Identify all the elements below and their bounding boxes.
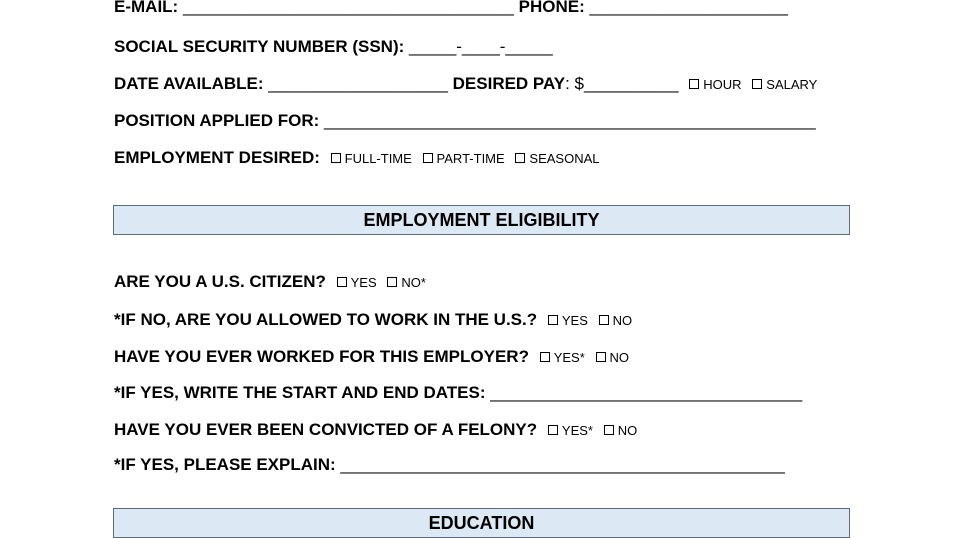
allowed-yes-checkbox[interactable]: [548, 315, 558, 325]
phone-field[interactable]: _____________________: [589, 0, 789, 16]
full-time-label: FULL-TIME: [344, 151, 412, 166]
employment-desired-label: EMPLOYMENT DESIRED:: [114, 148, 320, 167]
citizen-yes-label: YES: [350, 275, 377, 290]
citizen-yes-checkbox[interactable]: [337, 277, 347, 287]
ssn-label: SOCIAL SECURITY NUMBER (SSN):: [114, 37, 405, 56]
salary-checkbox[interactable]: [752, 79, 762, 89]
hour-label: HOUR: [703, 77, 742, 92]
felony-row: [114, 420, 637, 441]
felony-no-checkbox[interactable]: [604, 425, 614, 435]
position-row: [114, 111, 816, 131]
allowed-question: *IF NO, ARE YOU ALLOWED TO WORK IN THE U.S.?: [114, 310, 538, 329]
felony-yes-label: YES*: [561, 423, 593, 438]
felony-yes-checkbox[interactable]: [548, 425, 558, 435]
desired-pay-prefix: : $: [565, 74, 584, 93]
availability-row: [114, 74, 817, 95]
felony-question: HAVE YOU EVER BEEN CONVICTED OF A FELONY?: [114, 420, 538, 439]
date-available-field[interactable]: ___________________: [268, 74, 448, 93]
salary-label: SALARY: [766, 77, 818, 92]
eligibility-section-header: EMPLOYMENT ELIGIBILITY: [113, 205, 850, 235]
full-time-checkbox[interactable]: [331, 153, 341, 163]
part-time-checkbox[interactable]: [423, 153, 433, 163]
dates-row: [114, 383, 802, 403]
email-field[interactable]: ___________________________________: [182, 0, 514, 16]
position-field[interactable]: ____________________________________________________: [324, 111, 816, 130]
education-section-header: EDUCATION: [113, 508, 850, 538]
hour-checkbox[interactable]: [689, 79, 699, 89]
worked-yes-label: YES*: [553, 350, 585, 365]
part-time-label: PART-TIME: [436, 151, 505, 166]
explain-field[interactable]: _______________________________________________: [340, 455, 785, 474]
worked-no-label: NO: [609, 350, 630, 365]
allowed-yes-label: YES: [561, 313, 588, 328]
worked-question: HAVE YOU EVER WORKED FOR THIS EMPLOYER?: [114, 347, 529, 366]
seasonal-label: SEASONAL: [529, 151, 600, 166]
allowed-no-label: NO: [612, 313, 633, 328]
dates-field[interactable]: _________________________________: [490, 383, 803, 402]
explain-row: [114, 455, 785, 475]
ssn-field[interactable]: _____-____-_____: [409, 37, 553, 56]
worked-no-checkbox[interactable]: [596, 352, 606, 362]
worked-yes-checkbox[interactable]: [540, 352, 550, 362]
citizen-no-checkbox[interactable]: [387, 277, 397, 287]
seasonal-checkbox[interactable]: [515, 153, 525, 163]
phone-label: PHONE:: [518, 0, 585, 16]
allowed-row: [114, 310, 632, 331]
dates-label: *IF YES, WRITE THE START AND END DATES:: [114, 383, 486, 402]
explain-label: *IF YES, PLEASE EXPLAIN:: [114, 455, 336, 474]
worked-row: [114, 347, 629, 368]
date-available-label: DATE AVAILABLE:: [114, 74, 264, 93]
contact-row: [114, 0, 788, 17]
desired-pay-label: DESIRED PAY: [452, 74, 566, 93]
desired-pay-field[interactable]: __________: [583, 74, 679, 93]
email-label: E-MAIL:: [114, 0, 179, 16]
citizen-no-label: NO*: [401, 275, 426, 290]
citizen-row: [114, 272, 426, 293]
citizen-question: ARE YOU A U.S. CITIZEN?: [114, 272, 326, 291]
ssn-row: [114, 37, 553, 57]
position-label: POSITION APPLIED FOR:: [114, 111, 320, 130]
employment-desired-row: [114, 148, 600, 169]
felony-no-label: NO: [617, 423, 638, 438]
allowed-no-checkbox[interactable]: [599, 315, 609, 325]
